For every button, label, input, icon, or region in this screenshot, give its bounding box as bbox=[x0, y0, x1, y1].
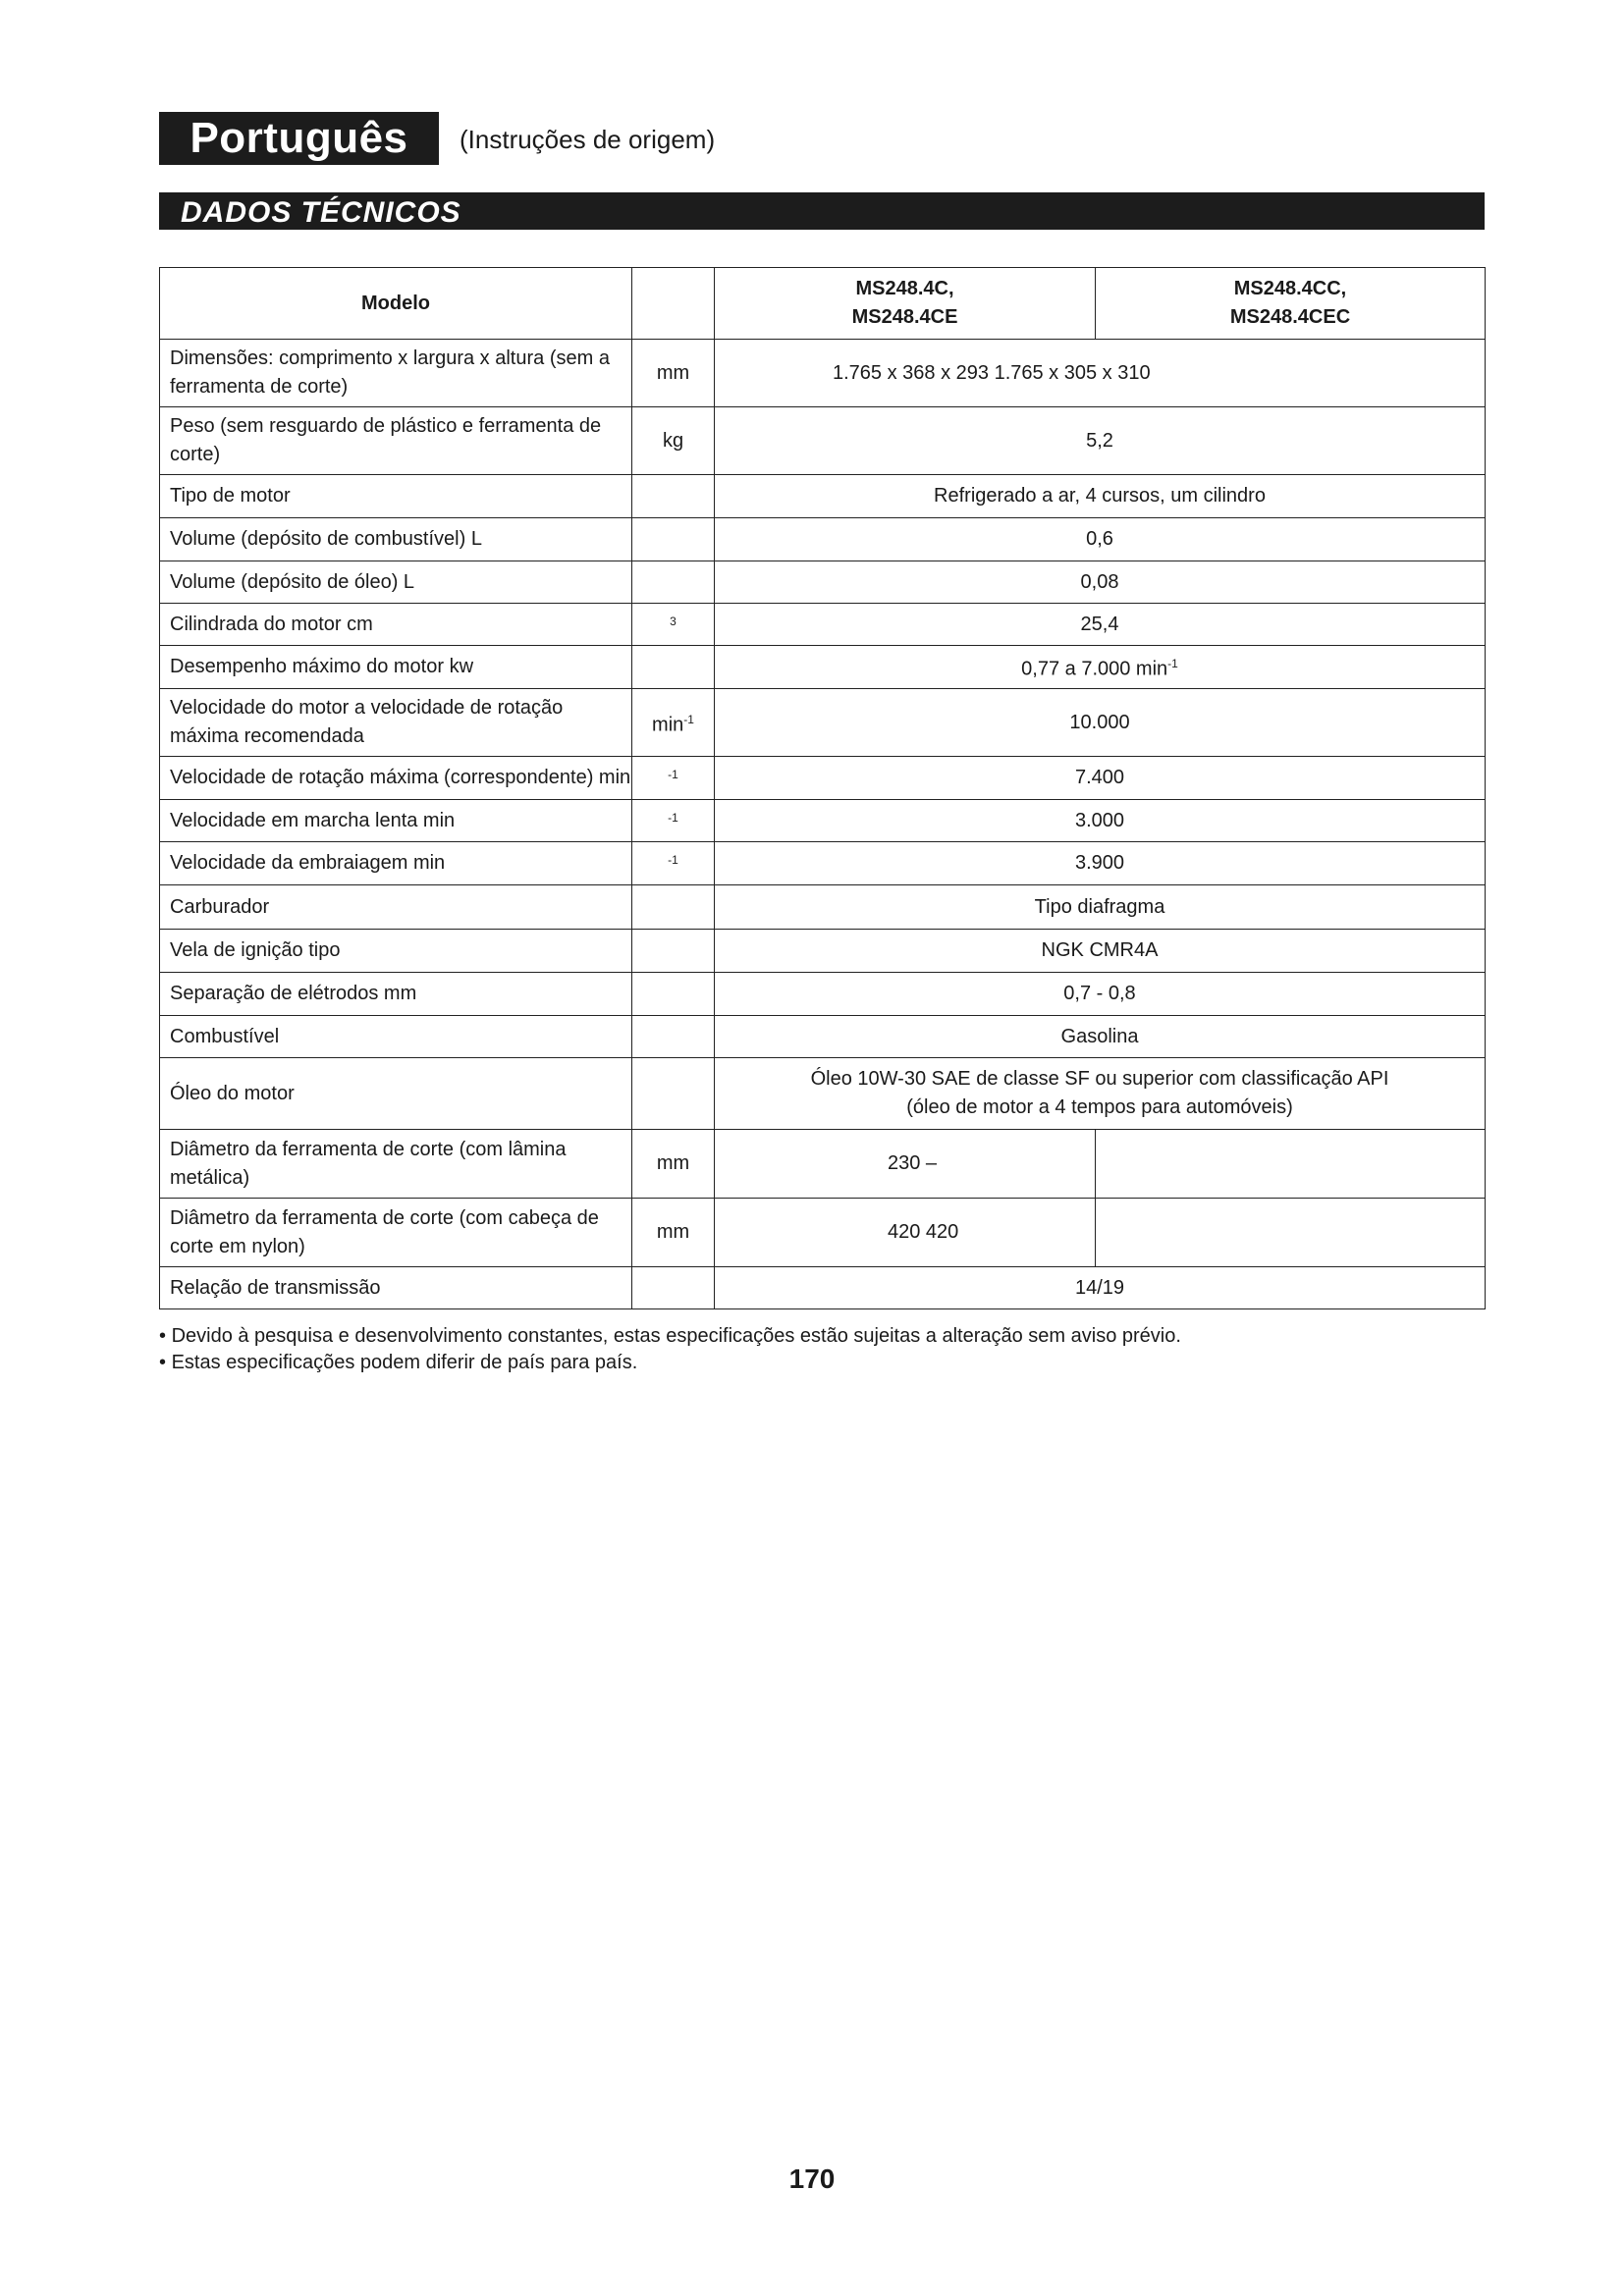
unit-superscript: -1 bbox=[668, 810, 678, 825]
row-label: Diâmetro da ferramenta de corte (com lâmina metálica) bbox=[160, 1130, 632, 1199]
row-unit bbox=[632, 646, 715, 689]
row-label: Velocidade da embraiagem min bbox=[160, 842, 632, 885]
subtitle: (Instruções de origem) bbox=[460, 125, 716, 154]
row-label: Diâmetro da ferramenta de corte (com cabeça de corte em nylon) bbox=[160, 1199, 632, 1267]
row-unit bbox=[632, 800, 715, 842]
value-superscript: -1 bbox=[1167, 657, 1178, 671]
table-row bbox=[160, 646, 1486, 689]
row-unit bbox=[632, 1058, 715, 1130]
row-value: 10.000 bbox=[715, 689, 1486, 757]
row-unit: mm bbox=[632, 1199, 715, 1267]
row-unit: mm bbox=[632, 1130, 715, 1199]
table-row bbox=[160, 561, 1486, 604]
row-unit bbox=[632, 475, 715, 518]
row-value: 3.900 bbox=[715, 842, 1486, 885]
spec-table bbox=[159, 267, 1486, 1309]
row-value: 0,6 bbox=[715, 518, 1486, 561]
page-number: 170 bbox=[788, 2163, 836, 2194]
row-value-empty bbox=[1096, 1130, 1486, 1199]
table-row bbox=[160, 475, 1486, 518]
row-label: Cilindrada do motor cm bbox=[160, 604, 632, 646]
section-title: DADOS TÉCNICOS bbox=[159, 192, 1485, 230]
row-label: Combustível bbox=[160, 1016, 632, 1058]
row-value: 0,08 bbox=[715, 561, 1486, 604]
table-row bbox=[160, 885, 1486, 930]
row-unit: mm bbox=[632, 340, 715, 407]
note-item: • Devido à pesquisa e desenvolvimento constantes, estas especificações estão sujeitas a alteração sem aviso prévio. bbox=[159, 1325, 1181, 1347]
language-title: Português bbox=[159, 112, 439, 165]
header-model-b bbox=[1096, 268, 1486, 340]
table-header-row bbox=[160, 268, 1486, 340]
row-value: 3.000 bbox=[715, 800, 1486, 842]
unit-superscript: -1 bbox=[668, 768, 678, 782]
table-row bbox=[160, 1058, 1486, 1130]
table-row bbox=[160, 973, 1486, 1016]
row-value bbox=[715, 1058, 1486, 1130]
value-line1: Óleo 10W-30 SAE de classe SF ou superior com classificação API bbox=[810, 1068, 1389, 1090]
row-label: Velocidade em marcha lenta min bbox=[160, 800, 632, 842]
row-label: Velocidade de rotação máxima (correspondente) min bbox=[160, 757, 632, 800]
row-value-empty bbox=[1096, 1199, 1486, 1267]
header-model-label: Modelo bbox=[160, 268, 632, 340]
row-label: Óleo do motor bbox=[160, 1058, 632, 1130]
row-label: Desempenho máximo do motor kw bbox=[160, 646, 632, 689]
header-model-a bbox=[715, 268, 1096, 340]
table-row bbox=[160, 757, 1486, 800]
row-value: 0,7 - 0,8 bbox=[715, 973, 1486, 1016]
row-value: 5,2 bbox=[715, 407, 1486, 475]
row-unit bbox=[632, 561, 715, 604]
row-label: Relação de transmissão bbox=[160, 1267, 632, 1309]
row-label: Peso (sem resguardo de plástico e ferramenta de corte) bbox=[160, 407, 632, 475]
row-unit bbox=[632, 1016, 715, 1058]
row-label: Separação de elétrodos mm bbox=[160, 973, 632, 1016]
unit-main: min bbox=[652, 714, 684, 736]
unit-superscript: -1 bbox=[668, 853, 678, 868]
notes bbox=[159, 1323, 1485, 1376]
note-text: Estas especificações podem diferir de país para país. bbox=[171, 1352, 638, 1373]
row-unit bbox=[632, 604, 715, 646]
table-row bbox=[160, 1016, 1486, 1058]
row-value: Refrigerado a ar, 4 cursos, um cilindro bbox=[715, 475, 1486, 518]
row-unit bbox=[632, 930, 715, 973]
row-label: Vela de ignição tipo bbox=[160, 930, 632, 973]
model-b-line2: MS248.4CEC bbox=[1229, 306, 1351, 328]
table-row bbox=[160, 1267, 1486, 1309]
table-row bbox=[160, 800, 1486, 842]
table-row bbox=[160, 689, 1486, 757]
row-label: Tipo de motor bbox=[160, 475, 632, 518]
table-row bbox=[160, 407, 1486, 475]
row-value: 230 – bbox=[715, 1130, 1096, 1199]
header-unit-cell bbox=[632, 268, 715, 340]
row-unit bbox=[632, 885, 715, 930]
row-value: 25,4 bbox=[715, 604, 1486, 646]
note-item: • Estas especificações podem diferir de país para país. bbox=[159, 1352, 638, 1373]
row-value: 7.400 bbox=[715, 757, 1486, 800]
row-label: Carburador bbox=[160, 885, 632, 930]
row-label: Volume (depósito de óleo) L bbox=[160, 561, 632, 604]
row-label: Velocidade do motor a velocidade de rotação máxima recomendada bbox=[160, 689, 632, 757]
note-text: Devido à pesquisa e desenvolvimento constantes, estas especificações estão sujeitas a alteração sem aviso prévio. bbox=[171, 1325, 1181, 1347]
model-a-line1: MS248.4C, bbox=[855, 278, 954, 299]
table-row bbox=[160, 340, 1486, 407]
row-unit bbox=[632, 757, 715, 800]
table-row bbox=[160, 604, 1486, 646]
row-unit bbox=[632, 518, 715, 561]
row-value: 420 420 bbox=[715, 1199, 1096, 1267]
table-row bbox=[160, 842, 1486, 885]
row-unit bbox=[632, 973, 715, 1016]
row-value: 1.765 x 368 x 293 1.765 x 305 x 310 bbox=[715, 340, 1486, 407]
row-value: Gasolina bbox=[715, 1016, 1486, 1058]
value-main: 0,77 a 7.000 min bbox=[1021, 658, 1168, 680]
row-value: 14/19 bbox=[715, 1267, 1486, 1309]
unit-superscript: -1 bbox=[683, 712, 694, 726]
table-row bbox=[160, 930, 1486, 973]
model-a-line2: MS248.4CE bbox=[851, 306, 958, 328]
row-label: Volume (depósito de combustível) L bbox=[160, 518, 632, 561]
row-unit: kg bbox=[632, 407, 715, 475]
row-unit bbox=[632, 842, 715, 885]
table-row bbox=[160, 1130, 1486, 1199]
row-value: NGK CMR4A bbox=[715, 930, 1486, 973]
row-value bbox=[715, 646, 1486, 689]
value-line2: (óleo de motor a 4 tempos para automóveis) bbox=[906, 1096, 1293, 1118]
row-label: Dimensões: comprimento x largura x altura (sem a ferramenta de corte) bbox=[160, 340, 632, 407]
model-b-line1: MS248.4CC, bbox=[1233, 278, 1347, 299]
table-row bbox=[160, 518, 1486, 561]
row-unit bbox=[632, 689, 715, 757]
row-value: Tipo diafragma bbox=[715, 885, 1486, 930]
table-row bbox=[160, 1199, 1486, 1267]
row-unit bbox=[632, 1267, 715, 1309]
unit-superscript: 3 bbox=[670, 614, 677, 628]
